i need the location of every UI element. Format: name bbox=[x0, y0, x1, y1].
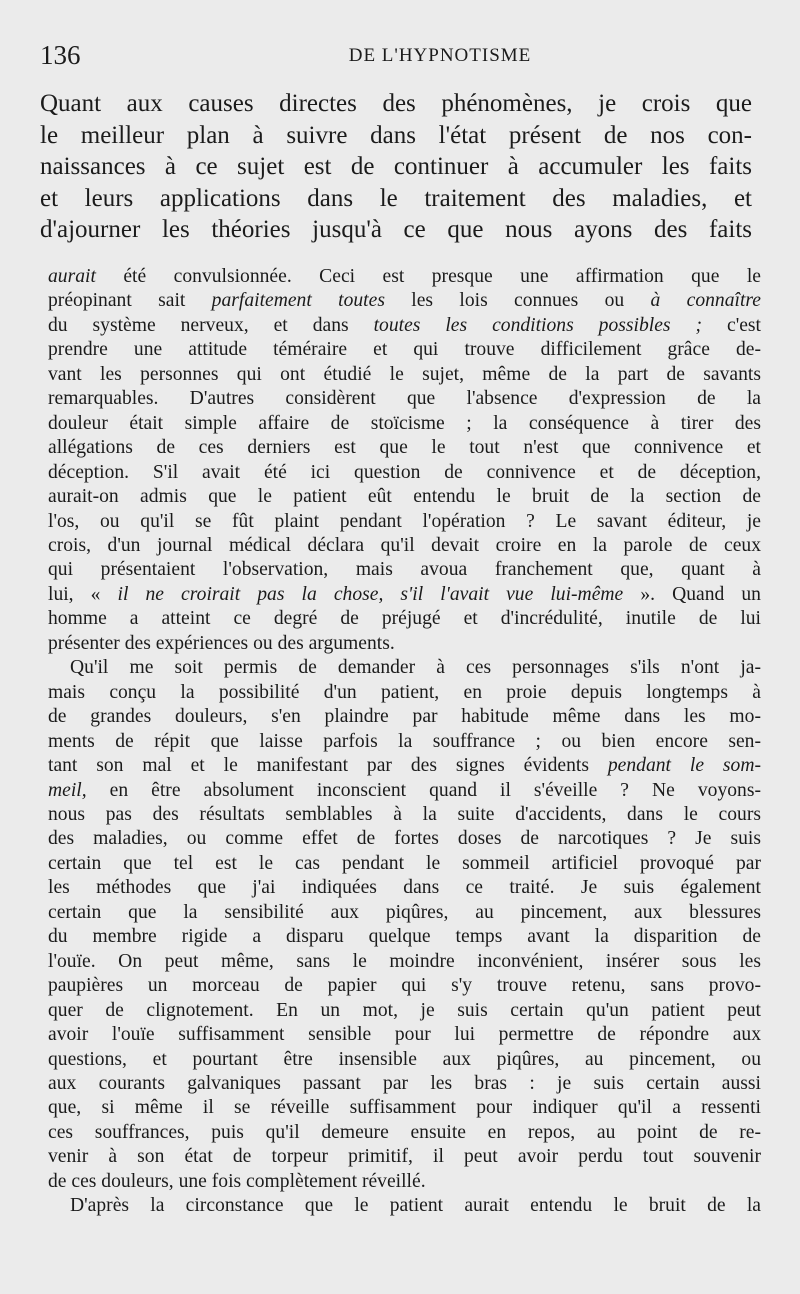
lead-paragraph bbox=[40, 88, 752, 246]
body-line: certain que tel est le cas pendant le sommeil artificiel provoqué par bbox=[48, 852, 761, 874]
running-title: DE L'HYPNOTISME bbox=[348, 45, 532, 66]
body-line: questions, et pourtant être insensible aux piqûres, au pincement, ou bbox=[48, 1048, 761, 1070]
body-line: l'os, ou qu'il se fût plaint pendant l'opération ? Le savant éditeur, je bbox=[48, 510, 761, 532]
body-line: ces souffrances, puis qu'il demeure ensuite en repos, au point de re- bbox=[48, 1121, 761, 1143]
body-text bbox=[48, 265, 761, 1219]
body-line: certain que la sensibilité aux piqûres, au pincement, aux blessures bbox=[48, 901, 761, 923]
body-line: avoir l'ouïe suffisamment sensible pour lui permettre de répondre aux bbox=[48, 1024, 761, 1046]
body-line: que, si même il se réveille suffisamment pour indiquer qu'il a ressenti bbox=[48, 1097, 761, 1119]
body-line: homme a atteint ce degré de préjugé et d'incrédulité, inutile de lui bbox=[48, 608, 761, 630]
body-line: remarquables. D'autres considèrent que l'absence d'expression de la bbox=[48, 388, 761, 410]
body-line: déception. S'il avait été ici question de connivence et de déception, bbox=[48, 461, 761, 483]
body-line: les méthodes que j'ai indiquées dans ce traité. Je suis également bbox=[48, 877, 761, 899]
body-line: lui, « il ne croirait pas la chose, s'il l'avait vue lui-même ». Quand un bbox=[48, 583, 761, 605]
body-line: l'ouïe. On peut même, sans le moindre inconvénient, insérer sous les bbox=[48, 950, 761, 972]
body-line: meil, en être absolument inconscient quand il s'éveille ? Ne voyons- bbox=[48, 779, 761, 801]
body-line: crois, d'un journal médical déclara qu'il devait croire en la parole de ceux bbox=[48, 534, 761, 556]
lead-line: et leurs applications dans le traitement des maladies, et bbox=[40, 184, 752, 212]
lead-line: naissances à ce sujet est de continuer à accumuler les faits bbox=[40, 153, 752, 180]
body-line: préopinant sait parfaitement toutes les lois connues ou à connaître bbox=[48, 290, 761, 312]
body-line: aurait été convulsionnée. Ceci est presque une affirmation que le bbox=[48, 266, 761, 287]
body-line: des maladies, ou comme effet de fortes doses de narcotiques ? Je suis bbox=[48, 828, 761, 850]
body-line: allégations de ces derniers est que le tout n'est que connivence et bbox=[48, 437, 761, 459]
body-line: du système nerveux, et dans toutes les conditions possibles ; c'est bbox=[48, 314, 761, 336]
body-line: aurait-on admis que le patient eût entendu le bruit de la section de bbox=[48, 486, 761, 508]
body-line: douleur était simple affaire de stoïcisme ; la conséquence à tirer des bbox=[48, 412, 761, 434]
lead-line: Quant aux causes directes des phénomènes, je crois que bbox=[40, 90, 752, 117]
body-line: de grandes douleurs, s'en plaindre par habitude même dans les mo- bbox=[48, 706, 761, 728]
page-number: 136 bbox=[40, 40, 81, 70]
body-line: paupières un morceau de papier qui s'y trouve retenu, sans provo- bbox=[48, 975, 761, 997]
lead-line: d'ajourner les théories jusqu'à ce que nous ayons des faits bbox=[40, 216, 752, 243]
body-line: venir à son état de torpeur primitif, il peut avoir perdu tout souvenir bbox=[48, 1146, 761, 1168]
body-line: de ces douleurs, une fois complètement réveillé. bbox=[48, 1170, 426, 1192]
body-line: ments de répit que laisse parfois la souffrance ; ou bien encore sen- bbox=[48, 730, 761, 752]
lead-line: le meilleur plan à suivre dans l'état présent de nos con- bbox=[40, 121, 752, 149]
body-line: présenter des expériences ou des arguments. bbox=[48, 632, 395, 654]
body-line: Qu'il me soit permis de demander à ces personnages s'ils n'ont ja- bbox=[70, 657, 761, 679]
body-line: nous pas des résultats semblables à la suite d'accidents, dans le cours bbox=[48, 803, 761, 825]
body-line: aux courants galvaniques passant par les bras : je suis certain aussi bbox=[48, 1072, 761, 1094]
body-line: qui présentaient l'observation, mais avoua franchement que, quant à bbox=[48, 559, 761, 581]
running-head bbox=[40, 38, 760, 72]
body-line: tant son mal et le manifestant par des signes évidents pendant le som- bbox=[48, 755, 761, 777]
body-line: mais conçu la possibilité d'un patient, en proie depuis longtemps à bbox=[48, 681, 761, 703]
body-line: D'après la circonstance que le patient aurait entendu le bruit de la bbox=[70, 1195, 761, 1217]
body-line: quer de clignotement. En un mot, je suis certain qu'un patient peut bbox=[48, 999, 761, 1021]
body-line: prendre une attitude téméraire et qui trouve difficilement grâce de- bbox=[48, 339, 761, 361]
body-line: vant les personnes qui ont étudié le sujet, même de la part de savants bbox=[48, 363, 761, 385]
body-line: du membre rigide a disparu quelque temps avant la disparition de bbox=[48, 926, 761, 948]
